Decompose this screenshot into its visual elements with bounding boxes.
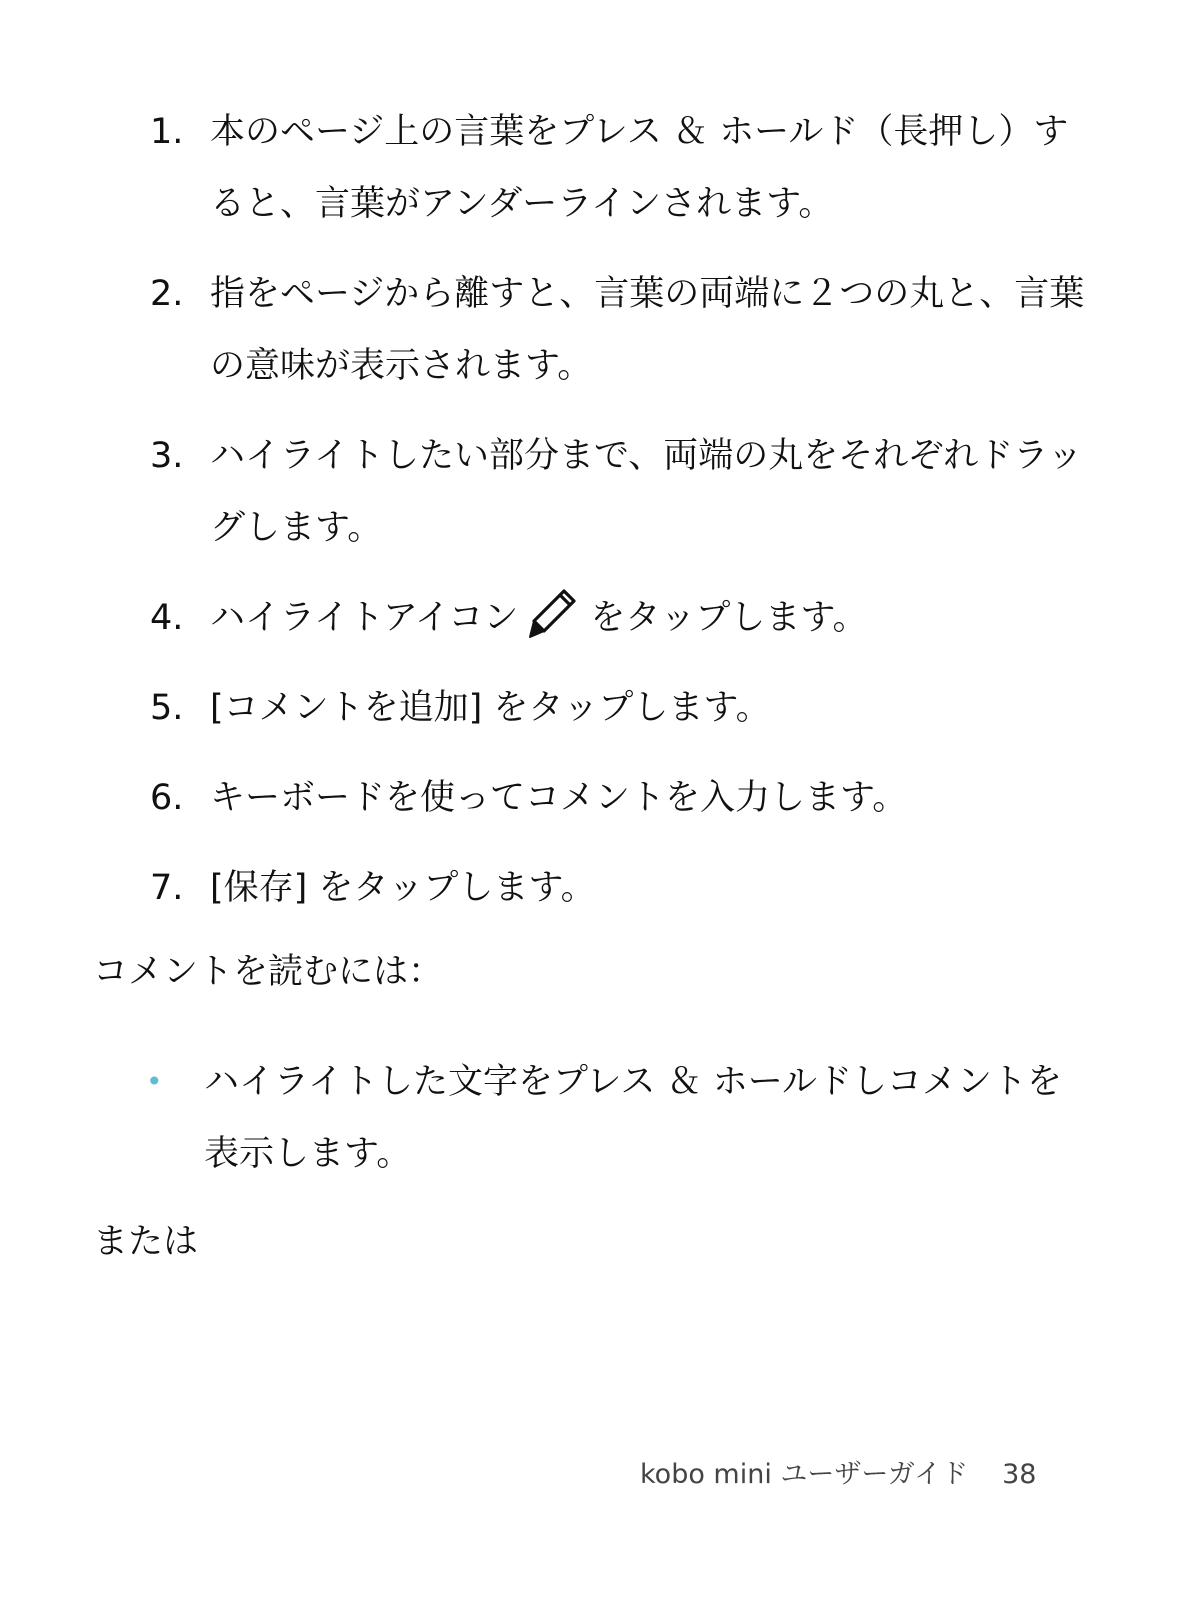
- pen-icon: [524, 585, 582, 643]
- step-item: [150, 852, 1090, 924]
- footer-guide-title: kobo mini ユーザーガイド: [640, 1459, 969, 1490]
- step-text: キーボードを使ってコメントを入力します。: [210, 778, 908, 818]
- step-item: [150, 762, 1090, 834]
- step-text: 本のページ上の言葉をプレス ＆ ホールド（長押し）すると、言葉がアンダーラインされます。: [210, 112, 1069, 224]
- bullet-text: ハイライトした文字をプレス ＆ ホールドしコメントを表示します。: [204, 1062, 1063, 1174]
- step-number: 6.: [150, 778, 184, 818]
- step-item: [150, 672, 1090, 744]
- step-item: [150, 420, 1090, 564]
- step-text: [210, 582, 1090, 654]
- bullet-list: [146, 1046, 1086, 1190]
- step-text: ハイライトしたい部分まで、両端の丸をそれぞれドラッグします。: [210, 436, 1083, 548]
- page-number: 38: [1002, 1459, 1037, 1490]
- step-number: 1.: [150, 112, 184, 152]
- step-number: 7.: [150, 868, 184, 908]
- step-text: [コメントを追加] をタップします。: [210, 688, 771, 728]
- bullet-item: [146, 1046, 1086, 1190]
- step-item: [150, 258, 1090, 402]
- instruction-steps: [150, 96, 1090, 942]
- step-text-after-icon: をタップします。: [590, 598, 868, 638]
- step-item: [150, 582, 1090, 654]
- step-number: 4.: [150, 598, 184, 638]
- step-text: 指をページから離すと、言葉の両端に２つの丸と、言葉の意味が表示されます。: [210, 274, 1085, 386]
- step-item: [150, 96, 1090, 240]
- step-text: [保存] をタップします。: [210, 868, 596, 908]
- step-number: 5.: [150, 688, 184, 728]
- or-text: または: [93, 1222, 199, 1262]
- read-comments-heading: コメントを読むには：: [93, 952, 444, 992]
- step-text-before-icon: ハイライトアイコン: [210, 598, 519, 638]
- step-number: 2.: [150, 274, 184, 314]
- page-footer: [640, 1452, 1036, 1491]
- step-number: 3.: [150, 436, 184, 476]
- bullet-marker: •: [146, 1065, 163, 1098]
